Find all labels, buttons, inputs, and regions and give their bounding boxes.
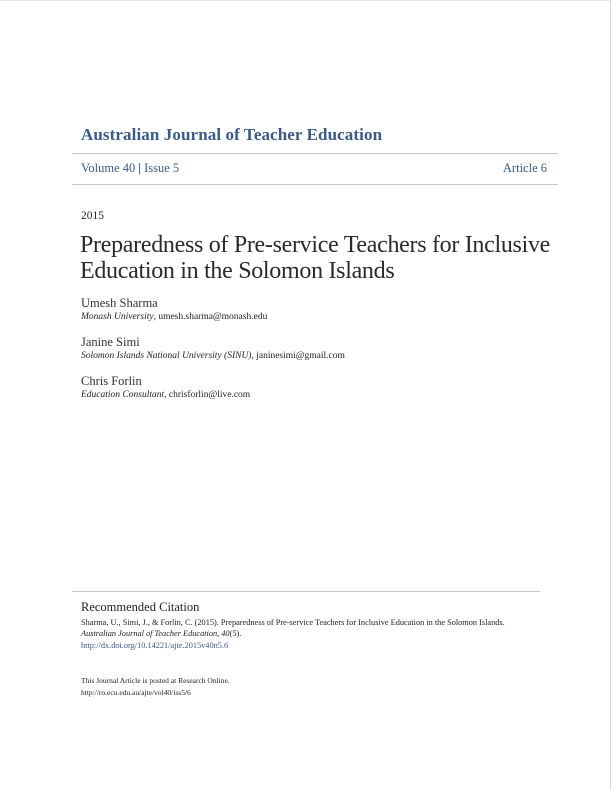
author-affiliation [81,389,551,402]
author-list [81,295,551,412]
author-entry [81,295,551,324]
header-divider-bottom [72,184,558,185]
author-name: Janine Simi [81,335,140,349]
citation-issue: (5). [229,629,242,639]
citation-line-1: Sharma, U., Simi, J., & Forlin, C. (2015). Preparedness of Pre-service Teachers for Inclusive Education in the Solomon Islands. [81,618,505,627]
author-name: Chris Forlin [81,374,142,388]
citation-line-2 [81,628,551,639]
posted-note: This Journal Article is posted at Research Online. [81,676,230,685]
author-email[interactable]: , umesh.sharma@monash.edu [153,312,268,322]
author-institution: Monash University [81,312,154,322]
author-name: Umesh Sharma [81,296,158,310]
article-title: Preparedness of Pre-service Teachers for Inclusive Education in the Solomon Islands [80,232,551,284]
volume-issue-separator: | [138,161,142,175]
author-entry [81,334,551,363]
repository-note [81,675,230,698]
citation-divider [72,591,540,592]
author-email[interactable]: , chrisforlin@live.com [164,390,251,400]
article-number: Article 6 [502,161,547,175]
author-institution: Solomon Islands National University (SINU) [81,351,252,361]
issue-link[interactable]: Issue 5 [144,161,180,175]
citation-heading: Recommended Citation [81,600,200,614]
author-entry [81,373,551,402]
volume-link[interactable]: Volume 40 [81,161,136,175]
author-affiliation [81,350,551,363]
recommended-citation [81,599,551,651]
volume-issue-line [81,161,179,176]
author-email[interactable]: , janinesimi@gmail.com [251,351,345,361]
citation-journal: Australian Journal of Teacher Education, 40 [81,629,230,639]
journal-title-link[interactable]: Australian Journal of Teacher Education [81,125,383,144]
publication-year: 2015 [81,210,104,222]
author-institution: Education Consultant [81,390,165,400]
header-divider-top [72,153,558,154]
repository-url: http://ro.ecu.edu.au/ajte/vol40/iss5/6 [81,687,191,697]
doi-link[interactable]: http://dx.doi.org/10.14221/ajte.2015v40n5.6 [81,640,229,650]
author-affiliation [81,311,551,324]
